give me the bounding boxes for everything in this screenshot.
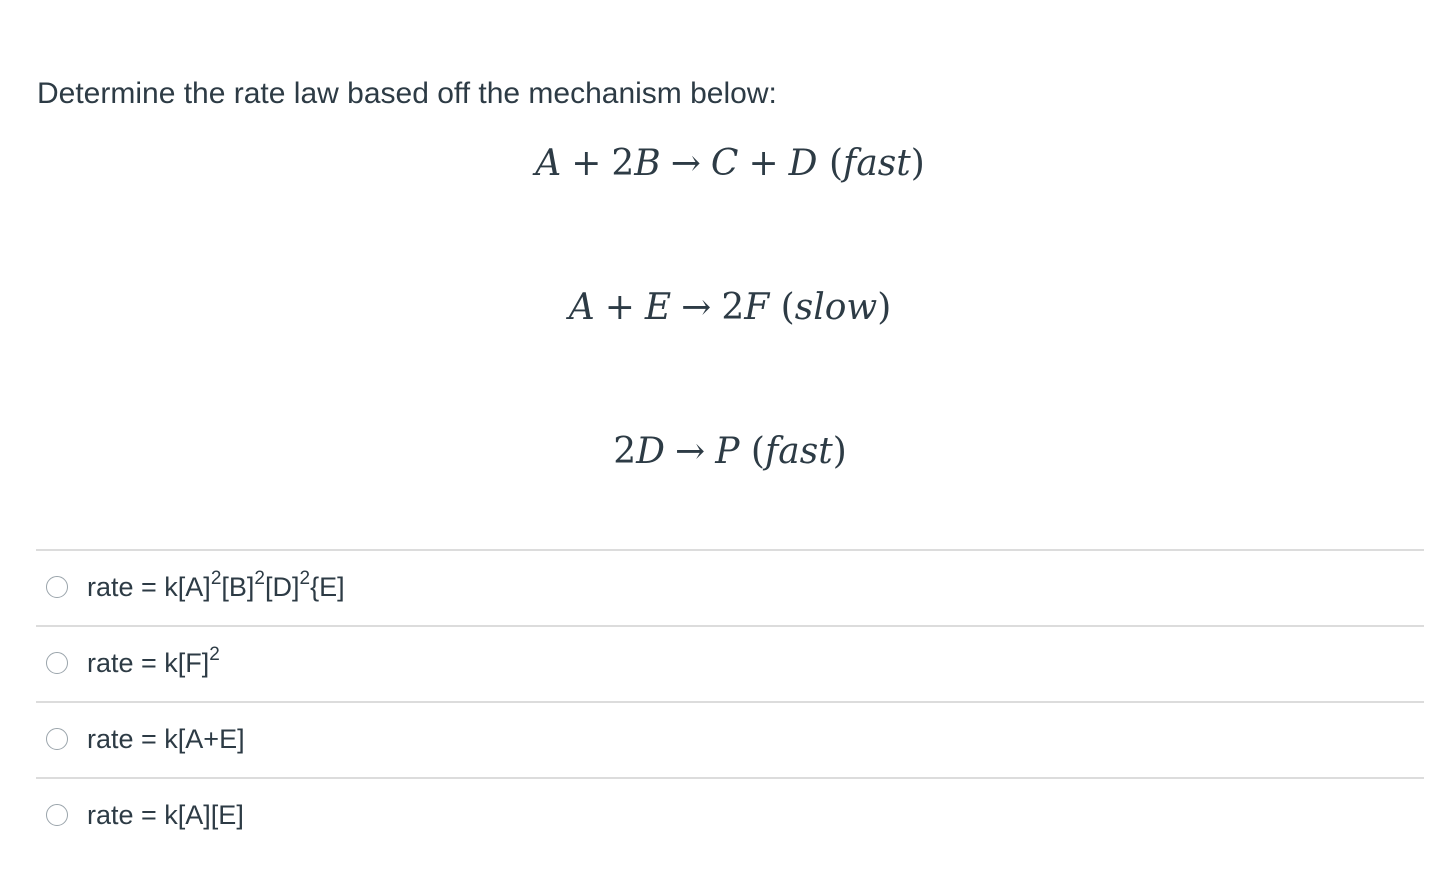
answer-option-3[interactable] [36,703,1424,779]
radio-button-icon[interactable] [46,804,68,826]
answer-option-2[interactable] [36,627,1424,703]
equation-symbol: F [744,287,770,328]
equation-symbol: E [644,287,672,328]
exponent: 2 [210,568,222,589]
plus-operator: + [748,143,779,184]
exponent: 2 [254,568,265,589]
equation-symbol: D [636,431,666,472]
equation-text: ) [910,143,925,184]
equation-symbol: B [634,143,661,184]
answer-text-segment: rate = k[A+E] [87,724,245,754]
plus-operator: + [571,143,602,184]
radio-button-icon[interactable] [46,652,68,674]
equation-text: 2 [611,143,635,184]
answer-option-1[interactable] [36,551,1424,627]
mechanism-step-3 [0,428,1450,476]
answer-option-4[interactable] [36,779,1424,853]
answer-text-segment: rate = k[A] [87,572,211,602]
reaction-arrow: → [675,431,706,472]
answer-label [87,645,220,681]
equation-symbol: D [788,143,818,184]
equation-symbol: slow [794,287,878,328]
equation-text: ( [739,431,765,472]
equation-text: ( [769,287,795,328]
answer-text-segment: {E] [310,572,345,602]
exponent: 2 [209,644,220,665]
exponent: 2 [299,568,311,589]
equation-symbol: P [715,431,740,472]
answer-text-segment: [B] [221,572,255,602]
mechanism-step-2 [0,284,1450,332]
equation-symbol: C [710,143,739,184]
answer-label [87,797,244,833]
equation-symbol: A [535,143,562,184]
equation-text: ) [832,431,847,472]
answer-list [36,549,1424,853]
reaction-arrow: → [670,143,701,184]
mechanism-step-1 [0,140,1450,188]
radio-button-icon[interactable] [46,576,68,598]
plus-operator: + [604,287,635,328]
answer-label [87,569,345,605]
radio-button-icon[interactable] [46,728,68,750]
answer-text-segment: rate = k[A][E] [87,800,244,830]
answer-label [87,721,245,757]
reaction-arrow: → [681,287,712,328]
equation-symbol: fast [764,431,833,472]
equation-text: 2 [613,431,637,472]
equation-symbol: A [568,287,595,328]
answer-text-segment: [D] [264,572,300,602]
equation-symbol: fast [843,143,911,184]
equation-text: 2 [721,287,745,328]
equation-text: ( [817,143,844,184]
question-text: Determine the rate law based off the mechanism below: [37,77,777,110]
equation-text: ) [877,287,892,328]
answer-text-segment: rate = k[F] [87,648,210,678]
